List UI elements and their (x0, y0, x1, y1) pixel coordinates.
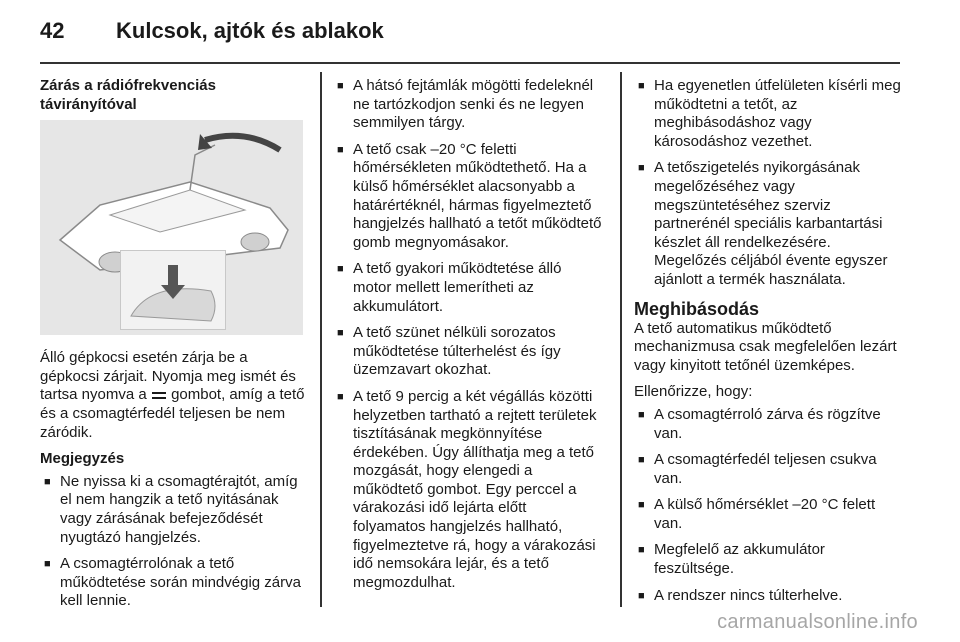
caution-list-continued (634, 77, 904, 290)
page-header (40, 18, 384, 44)
header-rule (40, 62, 900, 64)
key-button-inset (120, 250, 226, 330)
note-title: Megjegyzés (40, 450, 125, 468)
remote-key-icon (121, 251, 225, 329)
list-item: ■ A tetőszigetelés nyikorgásának megelőzéséhez vagy megszüntetéséhez szerviz partnerénél speciális karbantartási készlet áll rendelkezésére. Megelőzés céljából évente egyszer ajánlott a termék használata. (634, 159, 904, 289)
list-item: ■ A csomagtérrolónak a tető működtetése során mindvégig zárva kell lennie. (40, 555, 305, 611)
page-number: 42 (40, 18, 65, 43)
list-item: ■ A tető gyakori működtetése álló motor mellett lemerítheti az akkumulátort. (333, 260, 603, 316)
column-3 (634, 77, 904, 613)
section-title-line-1: Zárás a rádiófrekvenciás (40, 77, 216, 94)
column-2 (333, 77, 603, 600)
malfunction-heading: Meghibásodás (634, 298, 760, 319)
list-item: ■ A külső hőmérséklet –20 °C felett van. (634, 496, 904, 533)
list-item: ■ A csomagtérroló zárva és rögzítve van. (634, 406, 904, 443)
column-divider-1 (320, 72, 322, 607)
roof-button-icon (151, 390, 167, 400)
column-divider-2 (620, 72, 622, 607)
list-item: ■ Ha egyenetlen útfelületen kísérli meg működtetni a tetőt, az meghibásodáshoz vagy károsodáshoz vezethet. (634, 77, 904, 151)
caution-list (333, 77, 603, 592)
list-item: ■ A tető szünet nélküli sorozatos működtetése túlterhelést és így üzemzavart okozhat. (333, 324, 603, 380)
watermark: carmanualsonline.info (717, 611, 918, 633)
section-title (40, 77, 305, 114)
list-item: ■ A rendszer nincs túlterhelve. (634, 587, 904, 606)
car-roof-illustration (40, 120, 303, 335)
note-list (40, 473, 305, 611)
list-item: ■ A csomagtérfedél teljesen csukva van. (634, 451, 904, 488)
list-item: ■ A tető 9 percig a két végállás közötti helyzetben tartható a rejtett területek tisztításának megkönnyítése érdekében. Úgy állíthatja meg a tető mozgását, hogy elengedi a működtető gombot. Egy perccel a várakozási idő lejárta előtt folyamatos hangjelzés hallható, figyelmeztetve rá, hogy a várakozási idő nemsokára lejár, és a tető megmozdulhat. (333, 388, 603, 593)
list-item: ■ A hátsó fejtámlák mögötti fedeleknél ne tartózkodjon senki és ne legyen semmilyen tárgy. (333, 77, 603, 133)
list-item: ■ Megfelelő az akkumulátor feszültsége. (634, 541, 904, 578)
malfunction-paragraph: A tető automatikus működtető mechanizmusa csak megfelelően lezárt vagy kinyitott tetőnél üzemképes. (634, 319, 897, 374)
instruction-text-2: gombot, amíg a tető és a csomagtérfedél teljesen be nem záródik. (40, 386, 305, 441)
instruction-text-1: Álló gépkocsi esetén zárja be a gépkocsi zárjait. Nyomja meg ismét és tartsa nyomva a (40, 349, 296, 404)
check-intro: Ellenőrizze, hogy: (634, 383, 753, 401)
check-list (634, 406, 904, 605)
section-title-line-2: távirányítóval (40, 95, 137, 113)
list-item: ■ Ne nyissa ki a csomagtérajtót, amíg el nem hangzik a tető nyitásának vagy zárásának befejeződését nyugtázó hangjelzés. (40, 473, 305, 547)
column-1 (40, 77, 305, 619)
instruction-paragraph (40, 349, 305, 442)
list-item: ■ A tető csak –20 °C feletti hőmérsékleten működtethető. Ha a külső hőmérséklet alacsonyabb a határértéknél, hármas figyelmeztető hangjelzés hallható a tetőt működtető gomb megnyomásakor. (333, 141, 603, 253)
page-title: Kulcsok, ajtók és ablakok (116, 18, 384, 43)
